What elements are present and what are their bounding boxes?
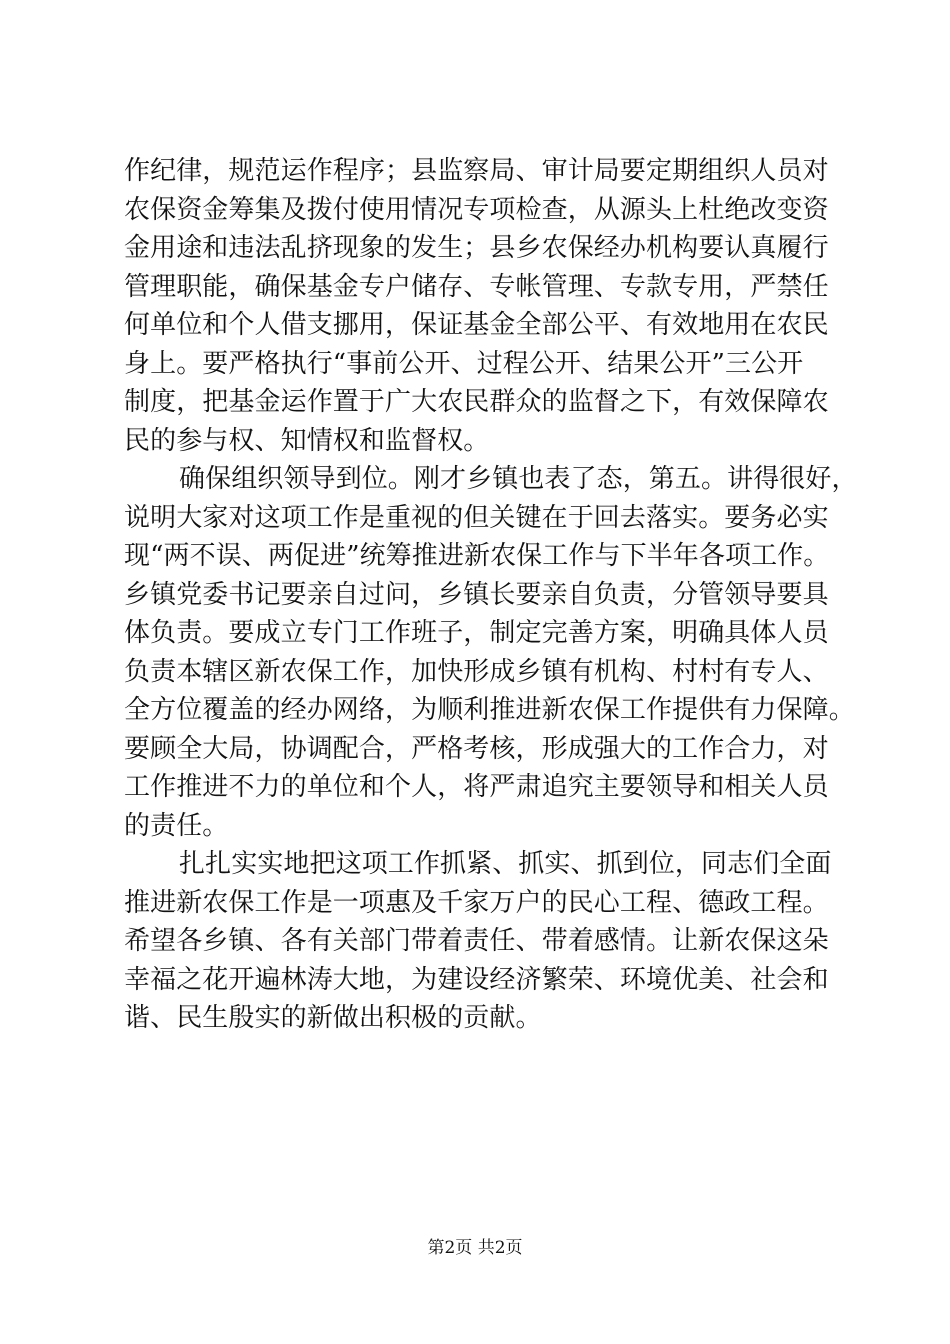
text-line: 现“两不误、两促进”统筹推进新农保工作与下半年各项工作。 — [124, 541, 830, 571]
text-line: 的责任。 — [124, 810, 229, 841]
text-line: 希望各乡镇、各有关部门带着责任、带着感情。让新农保这朵 — [124, 926, 829, 956]
paragraph — [124, 845, 839, 1038]
text-line: 推进新农保工作是一项惠及千家万户的民心工程、德政工程。 — [124, 887, 829, 918]
text-line-indented: 扎扎实实地把这项工作抓紧、抓实、抓到位，同志们全面 — [179, 849, 832, 879]
text-line: 负责本辖区新农保工作，加快形成乡镇有机构、村村有专人、 — [124, 656, 829, 687]
text-line: 乡镇党委书记要亲自过问，乡镇长要亲自负责，分管领导要具 — [124, 579, 829, 610]
text-line: 金用途和违法乱挤现象的发生；县乡农保经办机构要认真履行 — [124, 233, 829, 263]
text-line: 谐、民生殷实的新做出积极的贡献。 — [124, 1003, 542, 1033]
paragraph — [124, 460, 858, 845]
text-line: 体负责。要成立专门工作班子，制定完善方案，明确具体人员 — [124, 618, 829, 648]
text-line: 民的参与权、知情权和监督权。 — [124, 425, 490, 456]
text-line: 管理职能，确保基金专户储存、专帐管理、专款专用，严禁任 — [124, 271, 829, 302]
text-line: 作纪律，规范运作程序；县监察局、审计局要定期组织人员对 — [124, 156, 829, 186]
text-line: 农保资金筹集及拨付使用情况专项检查，从源头上杜绝改变资 — [124, 194, 829, 225]
text-line: 制度，把基金运作置于广大农民群众的监督之下，有效保障农 — [124, 387, 829, 417]
page-footer: 第2页 共2页 — [427, 1238, 523, 1258]
text-line: 幸福之花开遍林涛大地，为建设经济繁荣、环境优美、社会和 — [124, 964, 829, 995]
text-line: 工作推进不力的单位和个人，将严肃追究主要领导和相关人员 — [124, 772, 829, 802]
text-line-indented: 确保组织领导到位。刚才乡镇也表了态，第五。讲得很好， — [179, 464, 858, 494]
text-line: 何单位和个人借支挪用，保证基金全部公平、有效地用在农民 — [124, 310, 829, 340]
paragraph — [124, 152, 839, 460]
text-line: 全方位覆盖的经办网络，为顺利推进新农保工作提供有力保障。 — [124, 695, 855, 725]
document-body — [124, 152, 858, 1038]
text-line: 身上。要严格执行“事前公开、过程公开、结果公开”三公开 — [124, 348, 804, 379]
text-line: 要顾全大局，协调配合，严格考核，形成强大的工作合力，对 — [124, 733, 829, 764]
text-line: 说明大家对这项工作是重视的但关键在于回去落实。要务必实 — [124, 502, 829, 533]
